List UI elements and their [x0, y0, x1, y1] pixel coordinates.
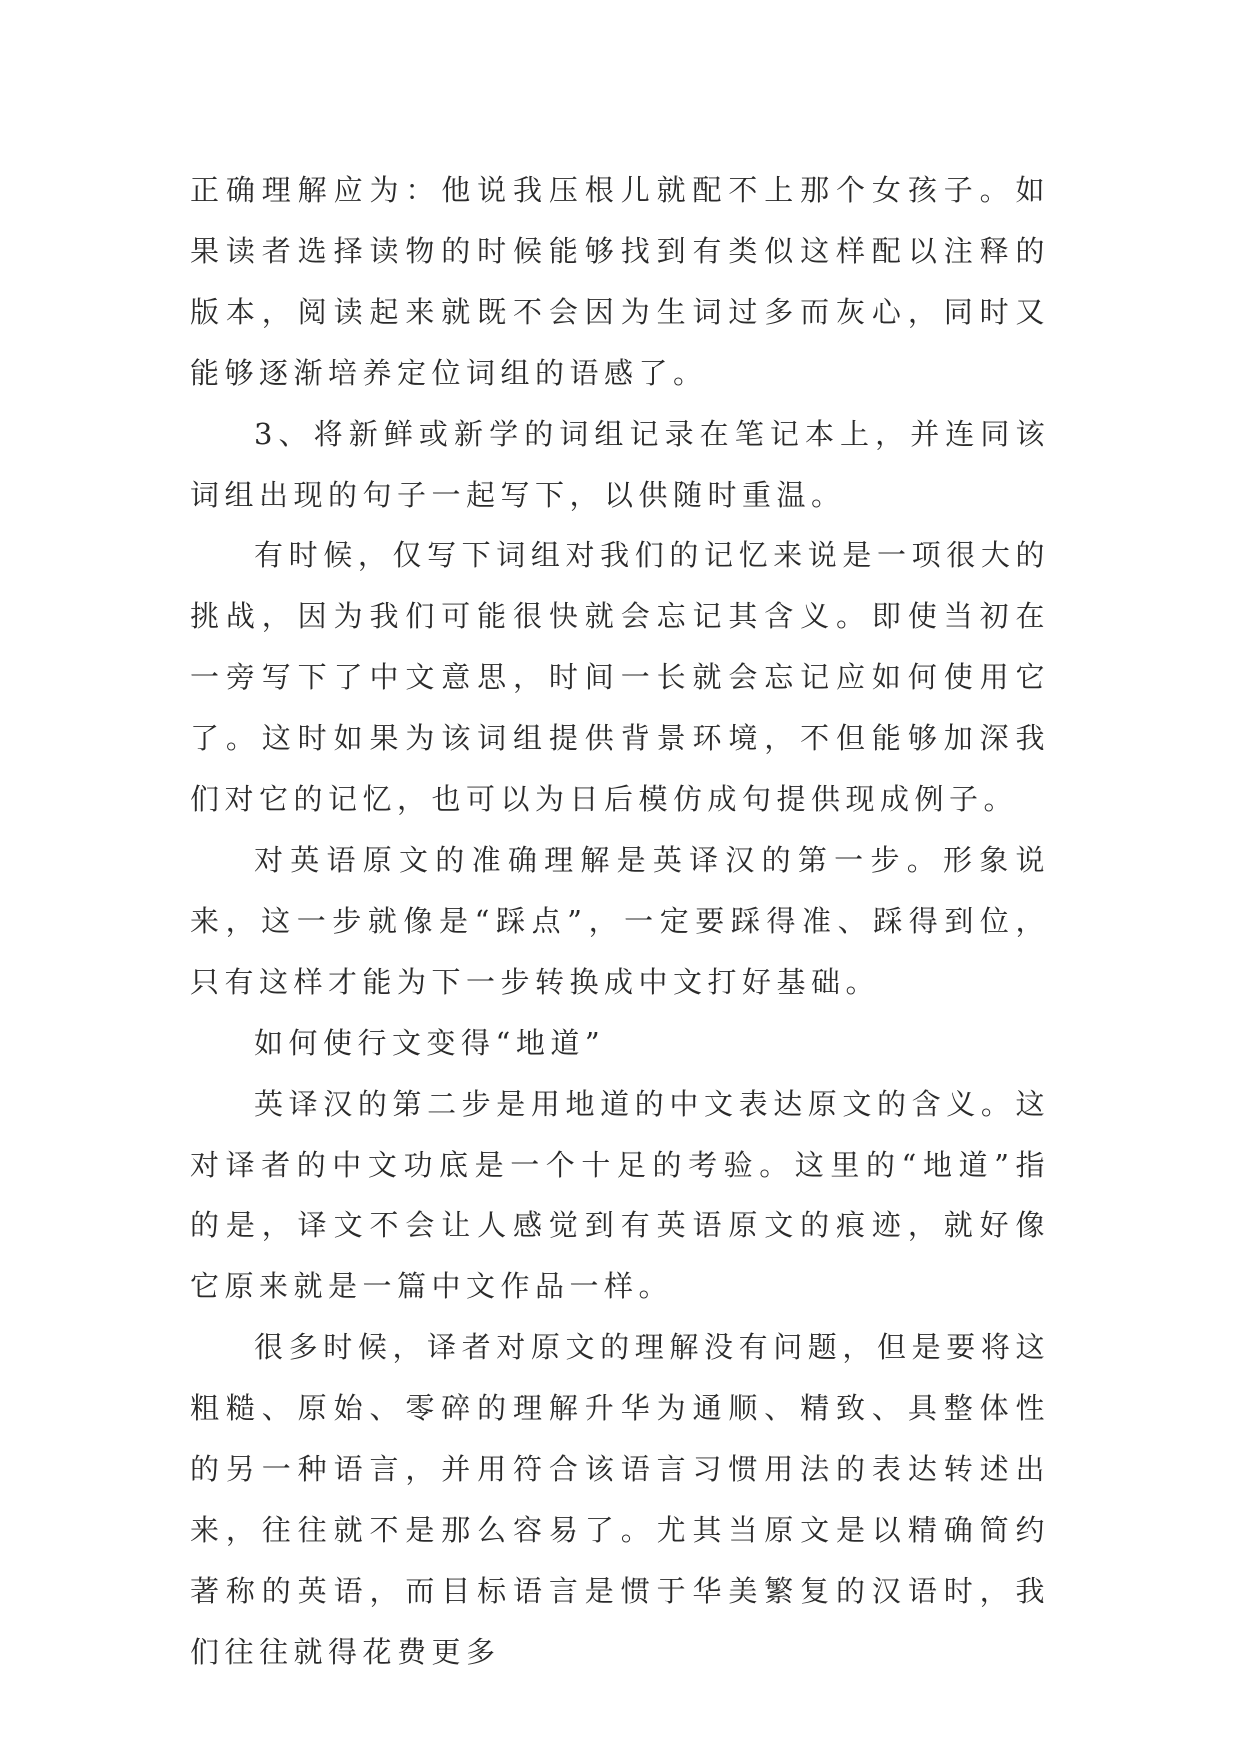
- paragraph-5: 英译汉的第二步是用地道的中文表达原文的含义。这对译者的中文功底是一个十足的考验。这里的“地道”指的是，译文不会让人感觉到有英语原文的痕迹，就好像它原来就是一篇中文作品一样。: [190, 1086, 1050, 1304]
- paragraph-1: 正确理解应为：他说我压根儿就配不上那个女孩子。如果读者选择读物的时候能够找到有类似这样配以注释的版本，阅读起来就既不会因为生词过多而灰心，同时又能够逐渐培养定位词组的语感了。: [190, 173, 1050, 390]
- paragraph-6: 很多时候，译者对原文的理解没有问题，但是要将这粗糙、原始、零碎的理解升华为通顺、精致、具整体性的另一种语言，并用符合该语言习惯用法的表达转述出来，往往就不是那么容易了。尤其当原文是以精确简约著称的英语，而目标语言是惯于华美繁复的汉语时，我们往往就得花费更多: [190, 1330, 1050, 1669]
- paragraph-2: 3、将新鲜或新学的词组记录在笔记本上，并连同该词组出现的句子一起写下，以供随时重温。: [190, 416, 1050, 512]
- paragraph-3: 有时候，仅写下词组对我们的记忆来说是一项很大的挑战，因为我们可能很快就会忘记其含义。即使当初在一旁写下了中文意思，时间一长就会忘记应如何使用它了。这时如果为该词组提供背景环境，不但能够加深我们对它的记忆，也可以为日后模仿成句提供现成例子。: [190, 538, 1050, 817]
- body-text: [190, 160, 1050, 1683]
- paragraph-4: 对英语原文的准确理解是英译汉的第一步。形象说来，这一步就像是“踩点”，一定要踩得准、踩得到位，只有这样才能为下一步转换成中文打好基础。: [190, 842, 1050, 999]
- section-heading: 如何使行文变得“地道”: [254, 1025, 606, 1060]
